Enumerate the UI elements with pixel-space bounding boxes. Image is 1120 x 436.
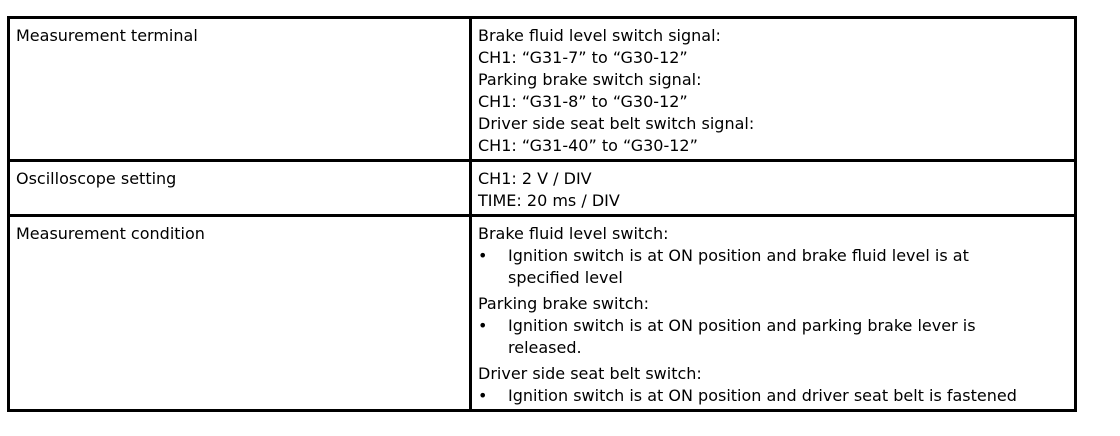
table-row-oscilloscope: [9, 161, 1076, 216]
terminal-line: CH1: “G31-7” to “G30-12”: [478, 48, 688, 67]
terminal-line: Parking brake switch signal:: [478, 70, 702, 89]
oscilloscope-line: CH1: 2 V / DIV: [478, 169, 592, 188]
condition-bullet-item: [478, 315, 1068, 359]
terminal-line: Driver side seat belt switch signal:: [478, 114, 755, 133]
condition-bullet-text: Ignition switch is at ON position and brake fluid level is at specified level: [508, 246, 969, 287]
condition-heading: Driver side seat belt switch:: [478, 364, 702, 383]
label-measurement-terminal: Measurement terminal: [9, 18, 471, 161]
condition-heading: Parking brake switch:: [478, 294, 650, 313]
condition-heading: Brake fluid level switch:: [478, 224, 669, 243]
bullet-icon: •: [478, 316, 488, 335]
label-measurement-condition: Measurement condition: [9, 216, 471, 411]
terminal-line: Brake fluid level switch signal:: [478, 26, 721, 45]
condition-group: [478, 363, 1068, 407]
condition-bullet-item: [478, 385, 1068, 407]
terminal-line: CH1: “G31-40” to “G30-12”: [478, 136, 698, 155]
value-measurement-condition: [471, 216, 1076, 411]
condition-bullet-item: [478, 245, 1068, 289]
measurement-spec-table: [7, 16, 1077, 412]
bullet-icon: •: [478, 386, 488, 405]
oscilloscope-line: TIME: 20 ms / DIV: [478, 191, 620, 210]
label-oscilloscope-setting: Oscilloscope setting: [9, 161, 471, 216]
condition-bullet-text: Ignition switch is at ON position and driver seat belt is fastened: [508, 386, 1017, 405]
table-row-terminal: [9, 18, 1076, 161]
terminal-line: CH1: “G31-8” to “G30-12”: [478, 92, 688, 111]
value-measurement-terminal: [471, 18, 1076, 161]
value-oscilloscope-setting: [471, 161, 1076, 216]
condition-group: [478, 293, 1068, 359]
bullet-icon: •: [478, 246, 488, 265]
table-row-condition: [9, 216, 1076, 411]
condition-bullet-text: Ignition switch is at ON position and parking brake lever is released.: [508, 316, 976, 357]
condition-group: [478, 223, 1068, 289]
